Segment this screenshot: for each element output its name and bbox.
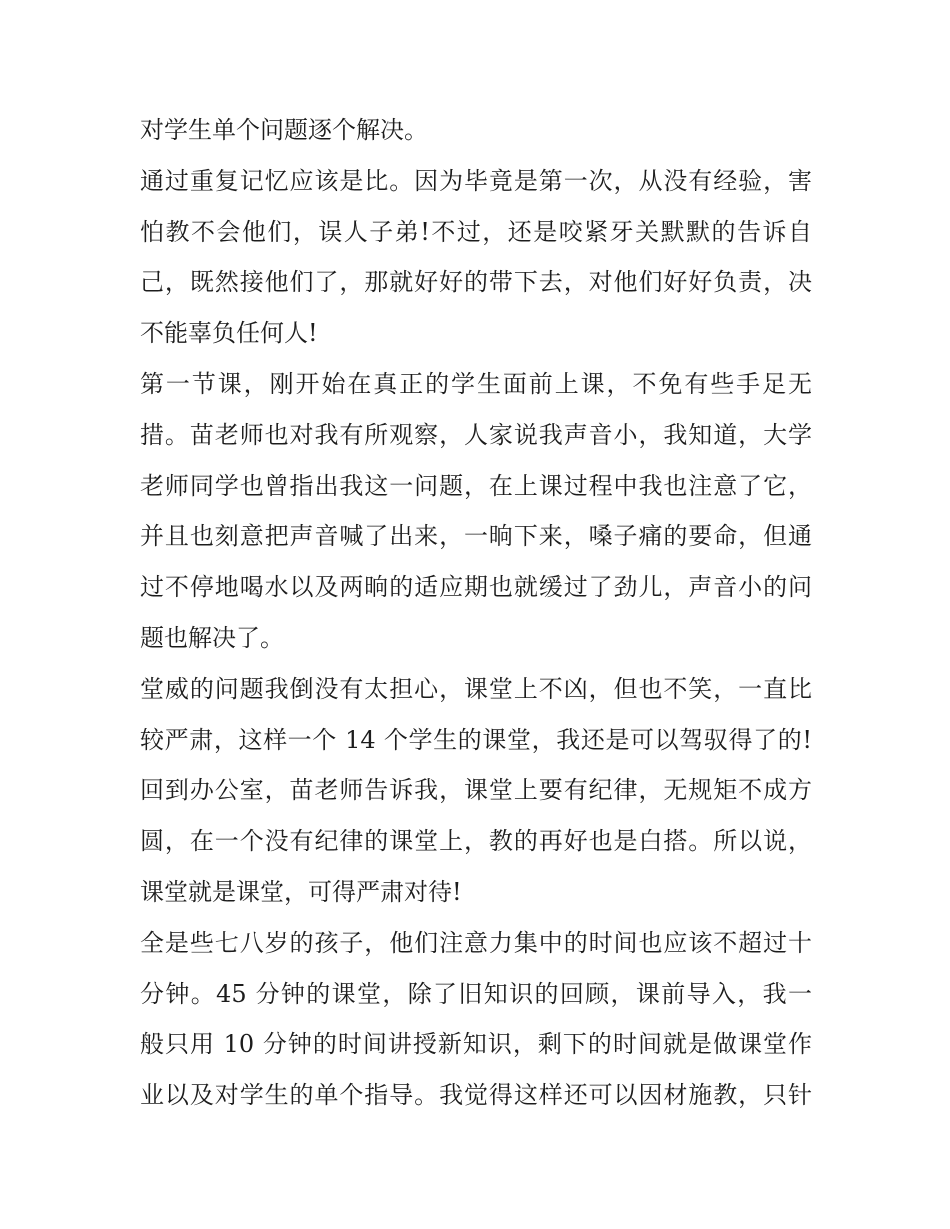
- text-line: 并且也刻意把声音喊了出来，一晌下来，嗓子痛的要命，但通: [140, 522, 812, 551]
- text-line: 全是些七八岁的孩子，他们注意力集中的时间也应该不超过十: [140, 928, 812, 957]
- text-line: 业以及对学生的单个指导。我觉得这样还可以因材施教，只针: [140, 1081, 812, 1110]
- document-body: [140, 109, 812, 1125]
- text-line: 堂威的问题我倒没有太担心，课堂上不凶，但也不笑，一直比: [140, 674, 812, 703]
- text-line: 老师同学也曾指出我这一问题，在上课过程中我也注意了它，: [140, 471, 812, 500]
- text-line: 题也解决了。: [140, 623, 284, 652]
- text-line: 通过重复记忆应该是比。因为毕竟是第一次，从没有经验，害: [140, 166, 812, 195]
- text-line: 不能辜负任何人!: [140, 319, 318, 348]
- text-line: 第一节课，刚开始在真正的学生面前上课，不免有些手足无: [140, 369, 812, 398]
- text-line: 般只用 10 分钟的时间讲授新知识，剩下的时间就是做课堂作: [140, 1030, 812, 1059]
- text-line: 分钟。45 分钟的课堂，除了旧知识的回顾，课前导入，我一: [140, 979, 812, 1008]
- text-line: 较严肃，这样一个 14 个学生的课堂，我还是可以驾驭得了的!: [140, 725, 812, 754]
- text-line: 怕教不会他们，误人子弟!不过，还是咬紧牙关默默的告诉自: [140, 217, 812, 246]
- text-line: 课堂就是课堂，可得严肃对待!: [140, 877, 462, 906]
- text-line: 对学生单个问题逐个解决。: [140, 116, 428, 144]
- text-line: 措。苗老师也对我有所观察，人家说我声音小，我知道，大学: [140, 420, 812, 449]
- text-line: 圆，在一个没有纪律的课堂上，教的再好也是白搭。所以说，: [140, 827, 812, 856]
- text-line: 回到办公室，苗老师告诉我，课堂上要有纪律，无规矩不成方: [140, 776, 812, 805]
- text-line: 己，既然接他们了，那就好好的带下去，对他们好好负责，决: [140, 268, 812, 297]
- text-line: 过不停地喝水以及两晌的适应期也就缓过了劲儿，声音小的问: [140, 573, 812, 602]
